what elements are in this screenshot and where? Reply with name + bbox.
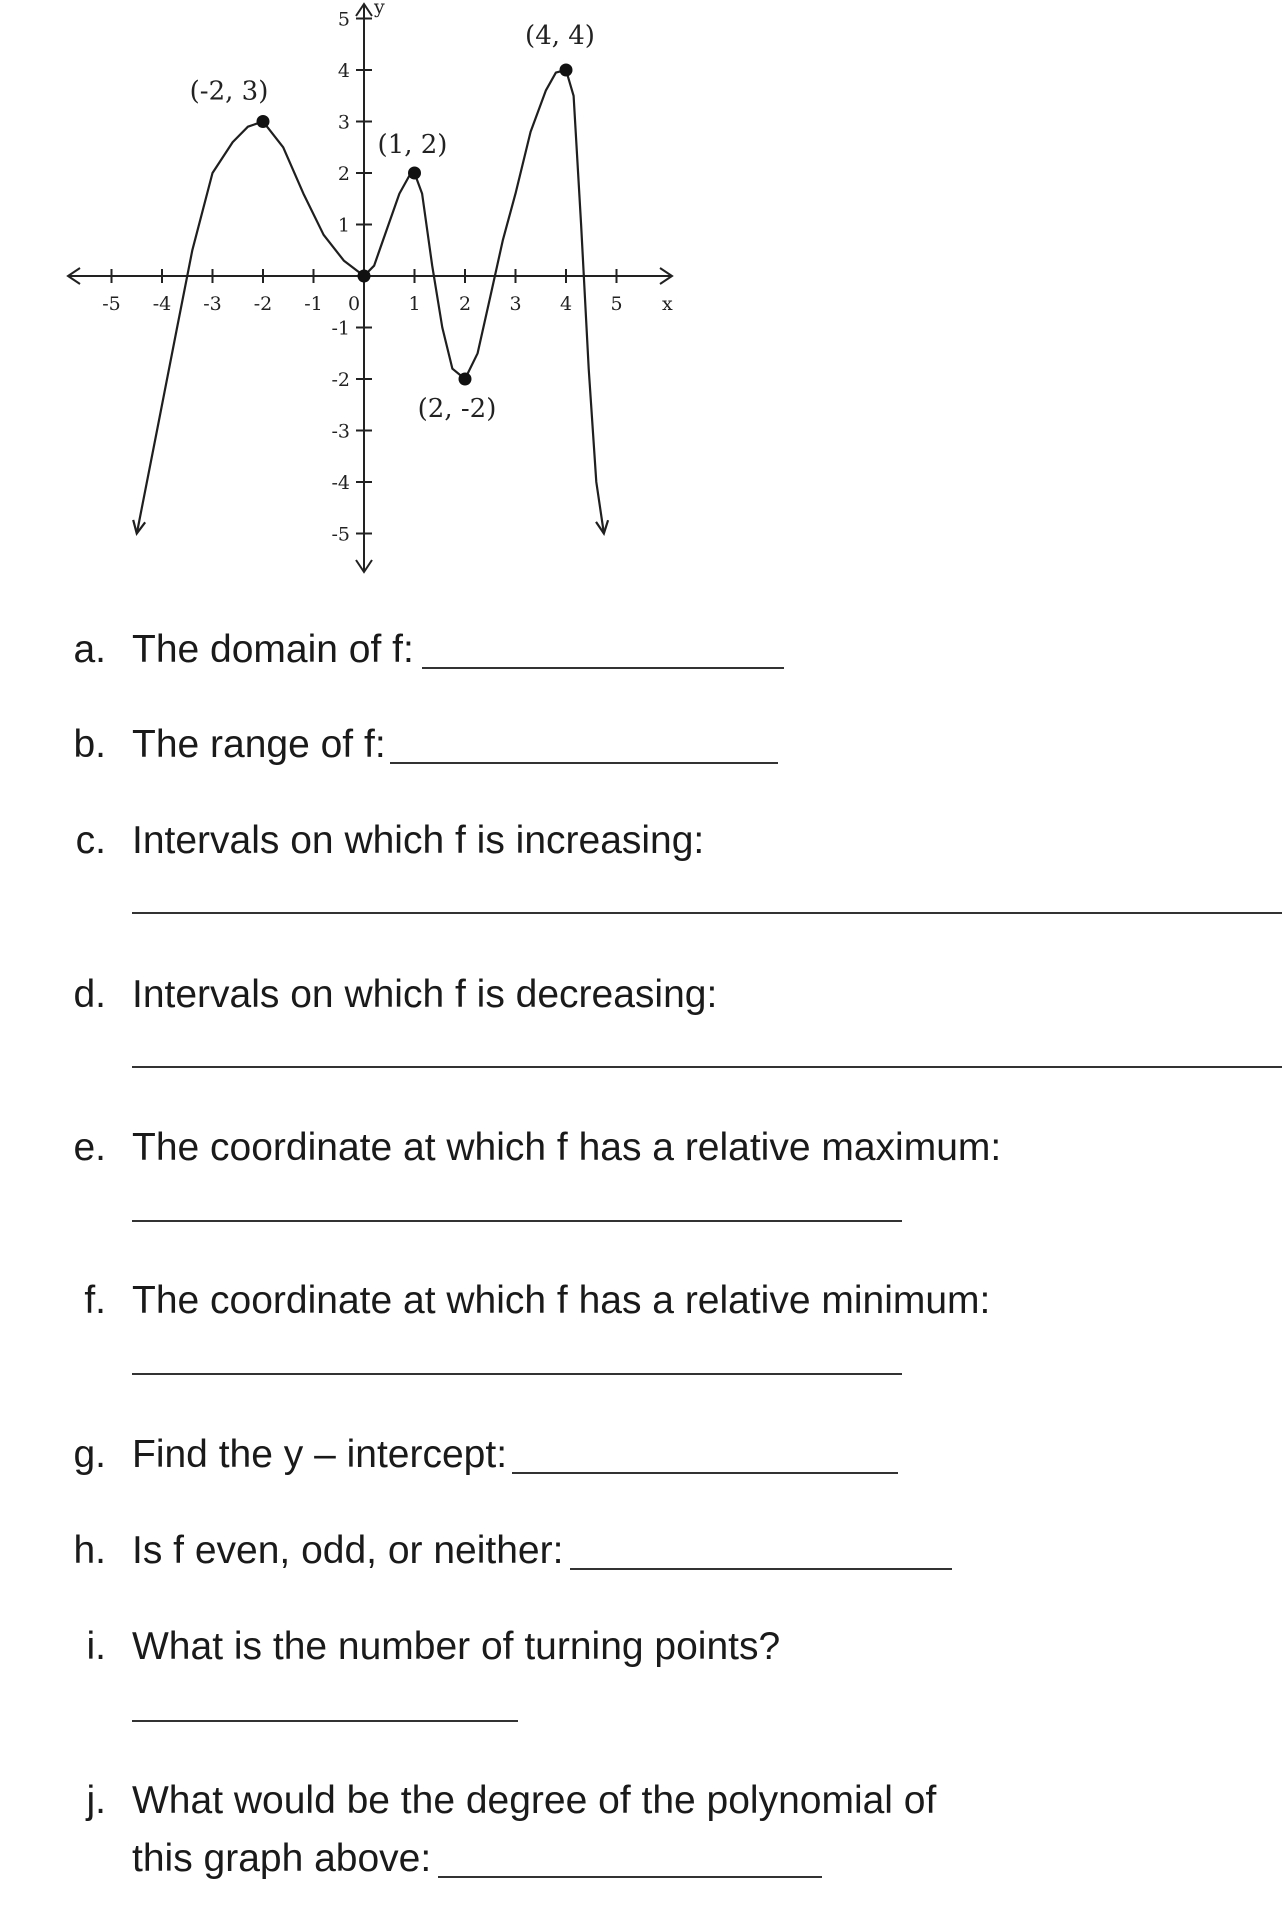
answer-line-c[interactable] [132,912,1282,914]
question-text: Intervals on which f is decreasing: [132,973,718,1016]
x-tick-label: 3 [509,293,522,315]
question-text: Is f even, odd, or neither: [132,1529,564,1572]
x-tick-label: -1 [304,293,323,315]
answer-line-i[interactable] [132,1720,518,1722]
point-label: (4, 4) [525,21,595,51]
answer-line-d[interactable] [132,1066,1282,1068]
question-letter: i. [86,1625,106,1668]
point-label: (2, -2) [417,394,497,424]
y-tick-label: 1 [337,214,350,237]
question-text: The coordinate at which f has a relative minimum: [132,1279,991,1322]
y-tick-label: -5 [331,523,350,546]
answer-line-j[interactable] [438,1876,822,1878]
x-tick-label: 4 [559,293,573,315]
y-tick-label: -1 [331,317,350,340]
question-letter: f. [84,1279,106,1322]
question-text-continued: this graph above: [132,1837,432,1880]
x-tick-label: -5 [102,293,121,315]
y-tick-label: 3 [337,111,350,134]
answer-line-h[interactable] [570,1568,952,1570]
x-tick-label: 0 [347,293,361,315]
question-letter: e. [73,1126,106,1169]
x-tick-label: -3 [203,293,222,315]
answer-line-b[interactable] [390,762,778,764]
y-tick-label: 2 [337,163,350,185]
point-label: (-2, 3) [189,76,269,107]
x-tick-label: -2 [253,293,273,315]
question-letter: g. [73,1433,106,1476]
question-text: The coordinate at which f has a relative maximum: [132,1126,1002,1169]
x-tick-label: -4 [152,293,172,315]
question-text: The range of f: [132,723,386,766]
answer-line-f[interactable] [132,1373,902,1375]
x-tick-label: 1 [408,293,421,315]
question-letter: a. [73,628,106,671]
x-axis-name: x [662,293,673,315]
y-tick-label: 4 [337,60,350,82]
question-letter: j. [86,1779,106,1822]
question-text: Find the y – intercept: [132,1433,508,1476]
question-text: What is the number of turning points? [132,1625,781,1668]
answer-line-e[interactable] [132,1220,902,1222]
question-text: What would be the degree of the polynomial of [132,1779,937,1822]
question-letter: b. [73,723,106,766]
point-label: (1, 2) [377,130,448,160]
y-tick-label: -3 [331,420,350,443]
question-text: Intervals on which f is increasing: [132,819,705,862]
y-tick-label: -4 [331,472,350,494]
y-axis-name: y [374,0,385,18]
question-text: The domain of f: [132,628,414,671]
question-letter: c. [75,819,106,862]
answer-line-g[interactable] [512,1472,898,1474]
question-letter: h. [73,1529,106,1572]
x-tick-label: 5 [610,293,623,315]
x-tick-label: 2 [458,293,472,315]
answer-line-a[interactable] [422,667,784,669]
y-tick-label: -2 [331,369,350,391]
y-tick-label: 5 [337,8,350,31]
question-letter: d. [73,973,106,1016]
